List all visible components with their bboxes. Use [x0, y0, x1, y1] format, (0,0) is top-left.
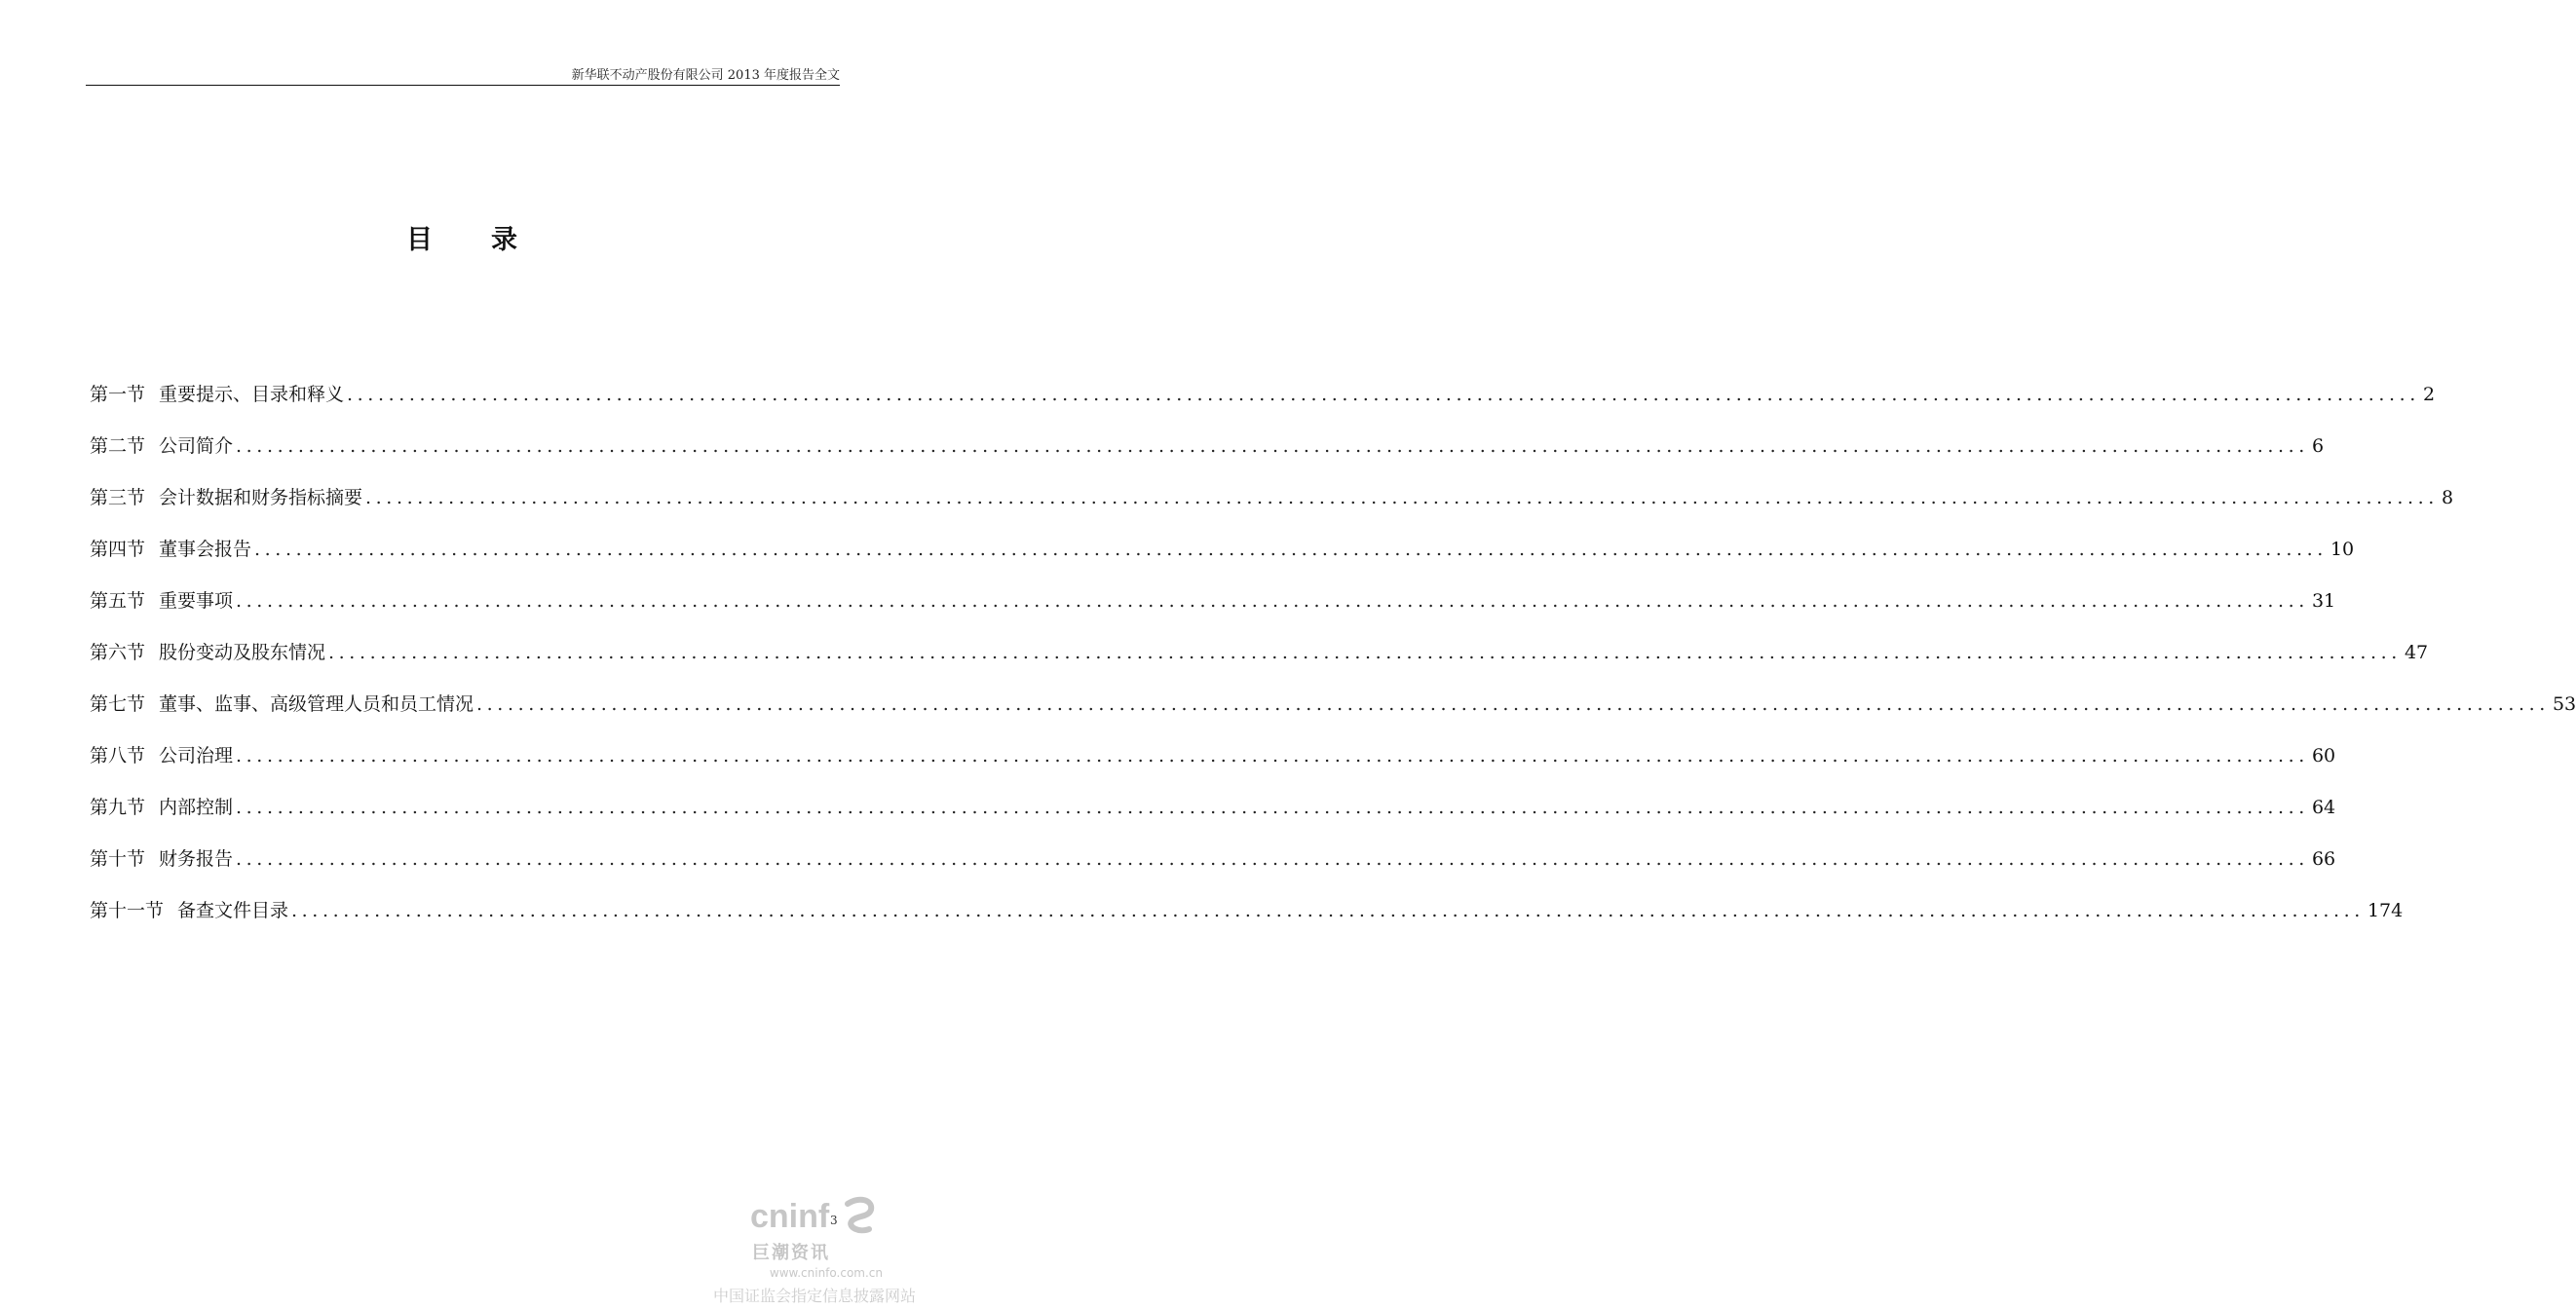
toc-entry[interactable] — [90, 588, 2336, 640]
toc-leader-dots: ........................................................................................................................................................................................................ — [347, 384, 2420, 405]
toc-section-title: 内部控制 — [159, 797, 234, 818]
running-header: 新华联不动产股份有限公司 2013 年度报告全文 — [571, 68, 840, 83]
toc-entry[interactable] — [90, 382, 2436, 433]
cninfo-logo-icon — [750, 1194, 877, 1241]
toc-section-number: 第九节 — [90, 797, 146, 818]
toc-section-title: 公司简介 — [159, 435, 234, 457]
watermark-tagline: 中国证监会指定信息披露网站 — [712, 1287, 916, 1305]
toc-section-title: 股份变动及股东情况 — [159, 642, 326, 663]
toc-section-title: 会计数据和财务指标摘要 — [159, 487, 363, 508]
page-number: 3 — [830, 1214, 838, 1227]
toc-entry[interactable] — [90, 433, 2325, 485]
toc-leader-dots: ........................................................................................................................................................................................................ — [328, 642, 2402, 663]
toc-page-number: 66 — [2311, 848, 2336, 870]
toc-entry-label — [90, 743, 233, 768]
header-rule — [86, 85, 840, 86]
toc-section-number: 第三节 — [90, 487, 146, 508]
toc-entry-label — [90, 692, 474, 717]
toc-entry[interactable] — [90, 846, 2336, 898]
toc-section-number: 第四节 — [90, 539, 146, 560]
toc-section-number: 第六节 — [90, 642, 146, 663]
toc-section-number: 第二节 — [90, 435, 146, 457]
toc-page-number: 60 — [2311, 745, 2336, 767]
toc-section-title: 备查文件目录 — [177, 900, 289, 921]
toc-leader-dots: ........................................................................................................................................................................................................ — [236, 590, 2309, 612]
toc-leader-dots: ........................................................................................................................................................................................................ — [236, 745, 2309, 767]
toc-section-number: 第八节 — [90, 745, 146, 767]
toc-entry[interactable] — [90, 485, 2454, 537]
toc-section-title: 公司治理 — [159, 745, 234, 767]
toc-leader-dots: ........................................................................................................................................................................................................ — [365, 487, 2439, 508]
logo-wordmark: cninf — [750, 1198, 830, 1235]
toc-entry[interactable] — [90, 692, 2576, 743]
toc-entry[interactable] — [90, 640, 2429, 692]
toc-section-title: 董事、监事、高级管理人员和员工情况 — [159, 693, 474, 715]
toc-page-number: 31 — [2311, 590, 2336, 612]
toc-title: 目 录 — [406, 225, 519, 255]
toc-entry-label — [90, 382, 344, 407]
toc-entry-label — [90, 898, 288, 923]
toc-page-number: 64 — [2311, 797, 2336, 818]
toc-section-number: 第五节 — [90, 590, 146, 612]
cninfo-watermark — [692, 1194, 916, 1305]
toc-entry-label — [90, 795, 233, 820]
toc-entry[interactable] — [90, 898, 2404, 950]
watermark-name: 巨潮资讯 — [752, 1243, 830, 1263]
toc-section-title: 财务报告 — [159, 848, 234, 870]
toc-page-number: 174 — [2367, 900, 2404, 921]
toc-section-number: 第七节 — [90, 693, 146, 715]
toc-entry-label — [90, 640, 325, 665]
toc-page-number: 6 — [2311, 435, 2325, 457]
toc-page-number: 10 — [2330, 539, 2355, 560]
toc-section-number: 第十一节 — [90, 900, 165, 921]
toc-entry-label — [90, 588, 233, 614]
toc-entry[interactable] — [90, 795, 2336, 846]
toc-entry-label — [90, 433, 233, 459]
toc-entry-label — [90, 846, 233, 872]
table-of-contents — [90, 382, 2576, 950]
toc-leader-dots: ........................................................................................................................................................................................................ — [236, 797, 2309, 818]
toc-page-number: 8 — [2441, 487, 2454, 508]
toc-section-title: 重要提示、目录和释义 — [159, 384, 345, 405]
toc-page-number: 47 — [2404, 642, 2429, 663]
toc-section-title: 重要事项 — [159, 590, 234, 612]
toc-page-number: 2 — [2422, 384, 2436, 405]
toc-section-title: 董事会报告 — [159, 539, 252, 560]
toc-page-number: 53 — [2552, 693, 2576, 715]
toc-leader-dots: ........................................................................................................................................................................................................ — [236, 435, 2309, 457]
toc-section-number: 第一节 — [90, 384, 146, 405]
toc-entry[interactable] — [90, 537, 2355, 588]
toc-entry-label — [90, 485, 362, 510]
toc-entry[interactable] — [90, 743, 2336, 795]
toc-section-number: 第十节 — [90, 848, 146, 870]
toc-leader-dots: ........................................................................................................................................................................................................ — [254, 539, 2328, 560]
toc-leader-dots: ........................................................................................................................................................................................................ — [291, 900, 2365, 921]
toc-leader-dots: ........................................................................................................................................................................................................ — [476, 693, 2550, 715]
toc-entry-label — [90, 537, 251, 562]
watermark-url: www.cninfo.com.cn — [769, 1266, 883, 1280]
toc-leader-dots: ........................................................................................................................................................................................................ — [236, 848, 2309, 870]
